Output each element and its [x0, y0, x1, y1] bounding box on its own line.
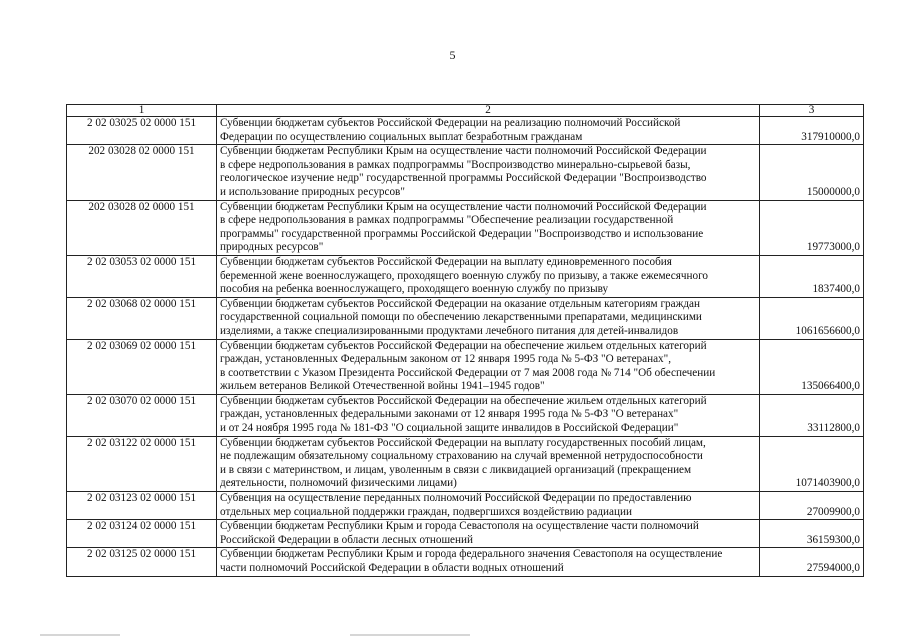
classification-code: 2 02 03070 02 0000 151: [67, 394, 217, 436]
description-line: природных ресурсов": [220, 241, 324, 254]
table-row: [67, 297, 864, 339]
description-line: в соответствии с Указом Президента Российской Федерации от 7 мая 2008 года № 714 "Об обеспечении: [220, 366, 716, 379]
amount: 135066400,0: [760, 339, 864, 394]
description-line: в сфере недропользования в рамках подпрограммы "Обеспечение реализации государственной: [220, 214, 674, 227]
table-row: [67, 117, 864, 145]
classification-code: 2 02 03124 02 0000 151: [67, 520, 217, 548]
description-line: Федерации по осуществлению социальных выплат безработным гражданам: [220, 130, 583, 143]
description-line: Субвенции бюджетам субъектов Российской Федерации на обеспечение жильем отдельных категорий: [220, 339, 707, 352]
table-row: [67, 492, 864, 520]
description-line: Субвенции бюджетам субъектов Российской Федерации на выплату государственных пособий лицам,: [220, 436, 706, 449]
description-line: и от 24 ноября 1995 года № 181-ФЗ "О социальной защите инвалидов в Российской Федерации": [220, 422, 679, 435]
scan-artifact: [350, 634, 470, 636]
classification-code: 2 02 03068 02 0000 151: [67, 297, 217, 339]
classification-code: 2 02 03025 02 0000 151: [67, 117, 217, 145]
revenue-description: [217, 200, 760, 255]
amount: 19773000,0: [760, 200, 864, 255]
description-line: в сфере недропользования в рамках подпрограммы "Воспроизводство минерально-сырьевой базы,: [220, 158, 691, 171]
revenue-description: [217, 255, 760, 297]
table-row: [67, 436, 864, 491]
description-line: Субвенция на осуществление переданных полномочий Российской Федерации по предоставлению: [220, 492, 692, 505]
classification-code: 2 02 03122 02 0000 151: [67, 436, 217, 491]
revenue-description: [217, 394, 760, 436]
amount: 27009900,0: [760, 492, 864, 520]
description-line: Субвенции бюджетам Республики Крым на осуществление части полномочий Российской Федерации: [220, 145, 707, 158]
description-line: и использование природных ресурсов": [220, 185, 405, 198]
table-row: [67, 520, 864, 548]
amount: 27594000,0: [760, 548, 864, 576]
description-line: геологическое изучение недр" государственной программы Российской Федерации "Воспроизводство: [220, 172, 707, 185]
description-line: изделиями, а также специализированными продуктами лечебного питания для детей-инвалидов: [220, 324, 679, 337]
scan-artifact: [40, 634, 120, 636]
revenue-description: [217, 520, 760, 548]
description-line: Субвенции бюджетам субъектов Российской Федерации на выплату единовременного пособия: [220, 255, 672, 268]
amount: 1837400,0: [760, 255, 864, 297]
table-row: [67, 394, 864, 436]
revenue-description: [217, 339, 760, 394]
description-line: граждан, установленных федеральными законами от 12 января 1995 года № 5-ФЗ "О ветеранах": [220, 408, 679, 421]
description-line: Субвенции бюджетам субъектов Российской Федерации на реализацию полномочий Российской: [220, 117, 681, 129]
table-header-row: [67, 105, 864, 117]
description-line: граждан, установленных Федеральным законом от 12 января 1995 года № 5-ФЗ "О ветеранах",: [220, 353, 672, 366]
description-line: Субвенции бюджетам Республики Крым и города Севастополя на осуществление части полномочий: [220, 520, 699, 533]
revenue-description: [217, 117, 760, 145]
table-row: [67, 145, 864, 200]
description-line: Субвенции бюджетам субъектов Российской Федерации на оказание отдельным категориям граждан: [220, 297, 700, 310]
amount: 36159300,0: [760, 520, 864, 548]
column-header-3: 3: [760, 105, 864, 117]
amount: 1071403900,0: [760, 436, 864, 491]
column-header-1: 1: [67, 105, 217, 117]
page-number: 5: [449, 48, 456, 62]
description-line: деятельности, полномочий физическими лицами): [220, 477, 457, 490]
revenue-description: [217, 492, 760, 520]
revenue-description: [217, 436, 760, 491]
amount: 1061656600,0: [760, 297, 864, 339]
description-line: Российской Федерации в области лесных отношений: [220, 533, 473, 546]
column-header-2: 2: [217, 105, 760, 117]
description-line: программы" государственной программы Российской Федерации "Воспроизводство и использование: [220, 227, 704, 240]
table-row: [67, 255, 864, 297]
description-line: беременной жене военнослужащего, проходящего военную службу по призыву, а также ежемесячного: [220, 269, 709, 282]
description-line: Субвенции бюджетам Республики Крым и города федерального значения Севастополя на осуществление: [220, 548, 723, 561]
classification-code: 202 03028 02 0000 151: [67, 145, 217, 200]
description-line: не подлежащим обязательному социальному страхованию на случай временной нетрудоспособности: [220, 450, 703, 463]
description-line: пособия на ребенка военнослужащего, проходящего военную службу по призыву: [220, 283, 609, 296]
amount: 317910000,0: [760, 117, 864, 145]
description-line: части полномочий Российской Федерации в области водных отношений: [220, 562, 564, 574]
budget-table: [66, 104, 864, 577]
table-row: [67, 548, 864, 576]
classification-code: 202 03028 02 0000 151: [67, 200, 217, 255]
table-row: [67, 200, 864, 255]
description-line: и в связи с материнством, и лицам, уволенным в связи с ликвидацией организаций (прекращением: [220, 463, 692, 476]
classification-code: 2 02 03125 02 0000 151: [67, 548, 217, 576]
description-line: жильем ветеранов Великой Отечественной войны 1941–1945 годов": [220, 380, 545, 393]
classification-code: 2 02 03069 02 0000 151: [67, 339, 217, 394]
classification-code: 2 02 03123 02 0000 151: [67, 492, 217, 520]
description-line: государственной социальной помощи по обеспечению лекарственными препаратами, медицинскими: [220, 311, 702, 324]
revenue-description: [217, 145, 760, 200]
description-line: отдельных мер социальной поддержки граждан, подвергшихся воздействию радиации: [220, 505, 632, 518]
table-row: [67, 339, 864, 394]
revenue-description: [217, 548, 760, 576]
description-line: Субвенции бюджетам Республики Крым на осуществление части полномочий Российской Федерации: [220, 200, 707, 213]
classification-code: 2 02 03053 02 0000 151: [67, 255, 217, 297]
revenue-description: [217, 297, 760, 339]
amount: 15000000,0: [760, 145, 864, 200]
amount: 33112800,0: [760, 394, 864, 436]
description-line: Субвенции бюджетам субъектов Российской Федерации на обеспечение жильем отдельных категорий: [220, 394, 707, 407]
